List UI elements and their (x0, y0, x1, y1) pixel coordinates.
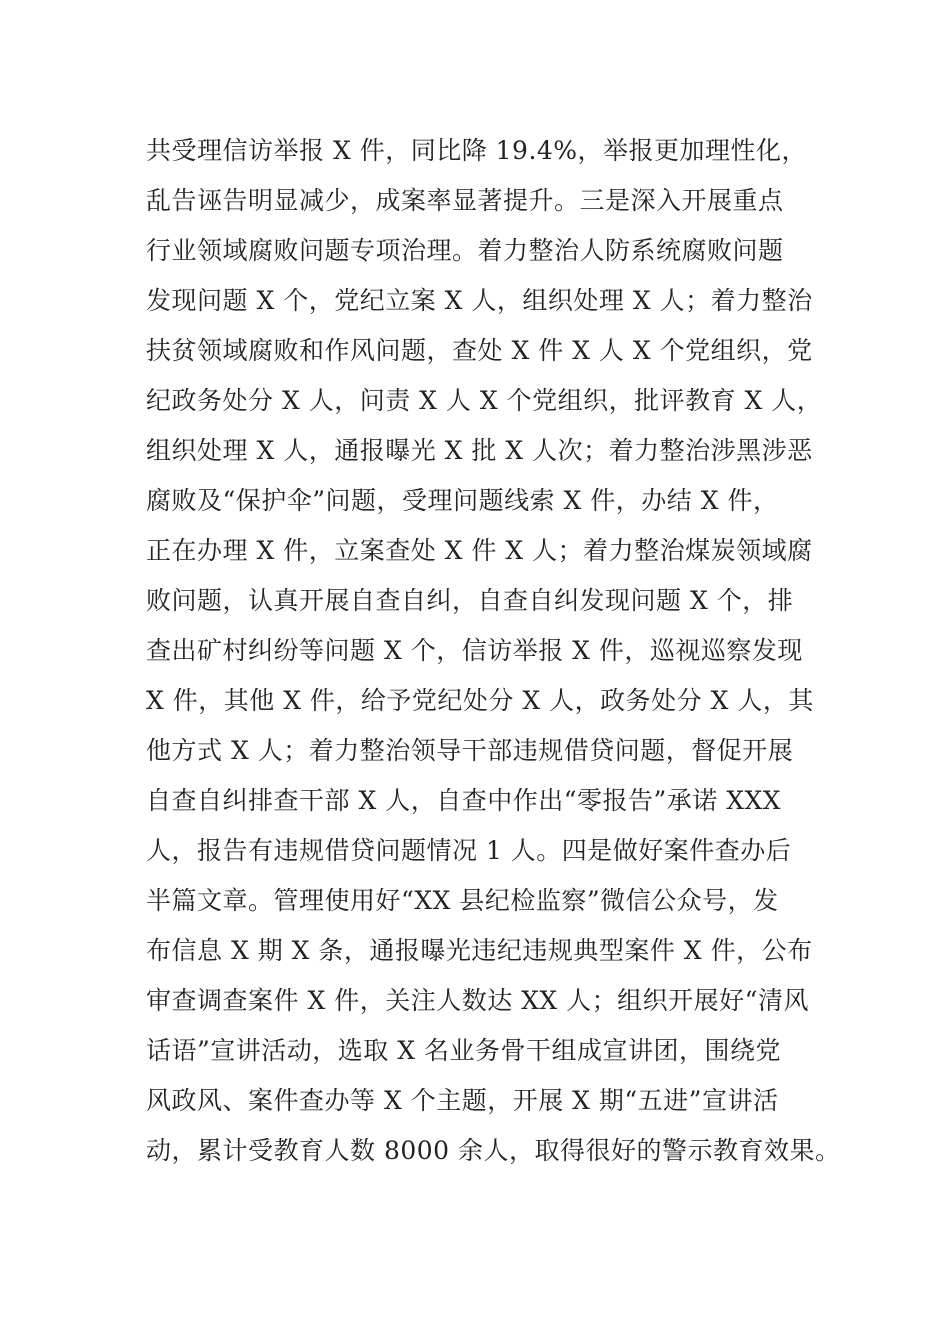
text-line: 自查自纠排查干部 X 人，自查中作出“零报告”承诺 XXX (146, 786, 782, 815)
text-line: 组织处理 X 人，通报曝光 X 批 X 人次；着力整治涉黑涉恶 (146, 436, 813, 465)
text-line: 查出矿村纠纷等问题 X 个，信访举报 X 件，巡视巡察发现 (146, 636, 803, 665)
text-line: X 件，其他 X 件，给予党纪处分 X 人，政务处分 X 人，其 (146, 686, 814, 715)
text-line: 半篇文章。管理使用好“XX 县纪检监察”微信公众号，发 (146, 886, 779, 915)
text-line: 行业领域腐败问题专项治理。着力整治人防系统腐败问题 (146, 236, 784, 265)
text-line: 败问题，认真开展自查自纠，自查自纠发现问题 X 个，排 (146, 586, 794, 615)
text-line: 腐败及“保护伞”问题，受理问题线索 X 件，办结 X 件， (146, 486, 779, 515)
text-line: 布信息 X 期 X 条，通报曝光违纪违规典型案件 X 件，公布 (146, 936, 813, 965)
text-line: 审查调查案件 X 件，关注人数达 XX 人；组织开展好“清风 (146, 986, 809, 1015)
text-line: 乱告诬告明显减少，成案率显著提升。三是深入开展重点 (146, 186, 784, 215)
text-line: 风政风、案件查办等 X 个主题，开展 X 期“五进”宣讲活 (146, 1086, 779, 1115)
body-paragraph (146, 126, 846, 1176)
text-line: 发现问题 X 个，党纪立案 X 人，组织处理 X 人；着力整治 (146, 286, 813, 315)
text-line: 纪政务处分 X 人，问责 X 人 X 个党组织，批评教育 X 人， (146, 386, 823, 415)
text-line: 正在办理 X 件，立案查处 X 件 X 人；着力整治煤炭领域腐 (146, 536, 813, 565)
text-line: 话语”宣讲活动，选取 X 名业务骨干组成宣讲团，围绕党 (146, 1036, 781, 1065)
text-line: 人，报告有违规借贷问题情况 1 人。四是做好案件查办后 (146, 836, 792, 865)
text-line: 他方式 X 人；着力整治领导干部违规借贷问题，督促开展 (146, 736, 794, 765)
text-line: 动，累计受教育人数 8000 余人，取得很好的警示教育效果。 (146, 1136, 841, 1165)
text-line: 共受理信访举报 X 件，同比降 19.4%，举报更加理性化， (146, 136, 808, 165)
text-line: 扶贫领域腐败和作风问题，查处 X 件 X 人 X 个党组织，党 (146, 336, 813, 365)
